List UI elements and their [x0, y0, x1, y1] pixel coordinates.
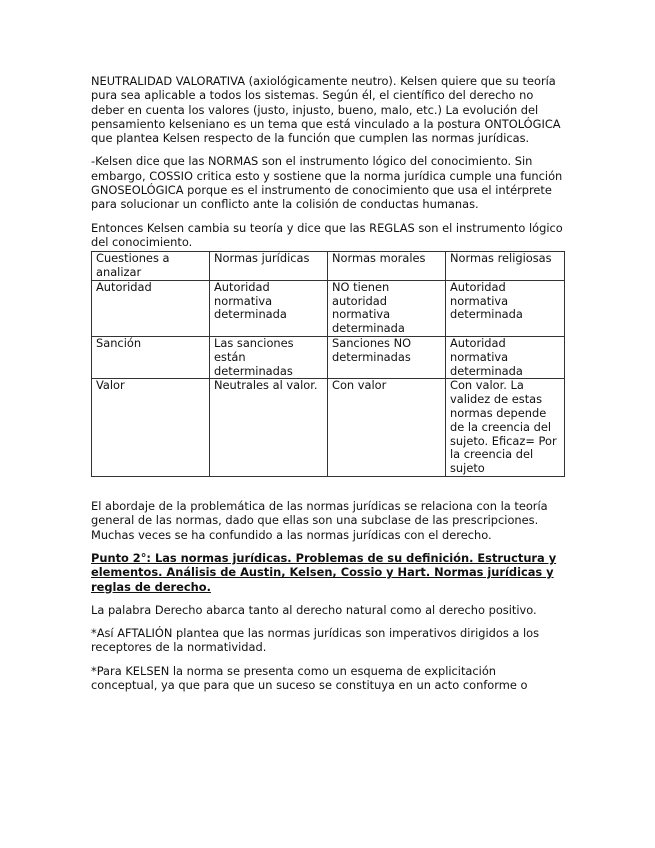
paragraph-normas-cossio: -Kelsen dice que las NORMAS son el instrumento lógico del conocimiento. Sin embargo, COSSIO critica esto y sostiene que la norma jurídica cumple una función GNOSEOLÓGICA porque es el instrumento de conocimiento que usa el intérprete para solucionar un conflicto ante la colisión de conductas humanas. [91, 154, 563, 212]
spacer [91, 477, 566, 499]
paragraph-neutralidad: NEUTRALIDAD VALORATIVA (axiológicamente neutro). Kelsen quiere que su teoría pura sea aplicable a todos los sistemas. Según él, el científico del derecho no deber en cuenta los valores (justo, injusto, bueno, malo, etc.) La evolución del pensamiento kelseniano es un tema que está vinculado a la postura ONTOLÓGICA que plantea Kelsen respecto de la función que cumplen las normas jurídicas. [91, 74, 561, 146]
paragraph-reglas: Entonces Kelsen cambia su teoría y dice que las REGLAS son el instrumento lógico del conocimiento. [91, 220, 563, 249]
table-row [92, 280, 565, 336]
paragraph-kelsen-norma: *Para KELSEN la norma se presenta como un esquema de explicitación conceptual, ya que para que un suceso se constituya en un acto conforme o [91, 663, 528, 692]
table-header-cell: Normas jurídicas [210, 252, 328, 281]
table-cell: Autoridad [92, 280, 210, 336]
paragraph-palabra-derecho: La palabra Derecho abarca tanto al derecho natural como al derecho positivo. [91, 602, 537, 617]
table-cell: Sanciones NO determinadas [328, 337, 446, 379]
section-heading: Punto 2°: Las normas jurídicas. Problemas de su definición. Estructura y elementos. Análisis de Austin, Kelsen, Cossio y Hart. Normas jurídicas y reglas de derecho. [91, 550, 557, 594]
table-header-row [92, 252, 565, 281]
table-cell: NO tienen autoridad normativa determinada [328, 280, 446, 336]
document-page [91, 74, 566, 701]
table-row [92, 337, 565, 379]
table-cell: Valor [92, 379, 210, 477]
table-cell: Neutrales al valor. [210, 379, 328, 477]
table-cell: Autoridad normativa determinada [210, 280, 328, 336]
comparison-table [91, 251, 565, 477]
paragraph-aftalion: *Así AFTALIÓN plantea que las normas jurídicas son imperativos dirigidos a los receptores de la normatividad. [91, 626, 540, 655]
table-header-cell: Normas religiosas [446, 252, 565, 281]
table-cell: Con valor [328, 379, 446, 477]
table-cell: Las sanciones están determinadas [210, 337, 328, 379]
table-cell: Con valor. La validez de estas normas depende de la creencia del sujeto. Eficaz= Por la creencia del sujeto [446, 379, 565, 477]
table-cell: Autoridad normativa determinada [446, 337, 565, 379]
table-cell: Sanción [92, 337, 210, 379]
table-header-cell: Cuestiones a analizar [92, 252, 210, 281]
table-row [92, 379, 565, 477]
paragraph-abordaje: El abordaje de la problemática de las normas jurídicas se relaciona con la teoría general de las normas, dado que ellas son una subclase de las prescripciones. Muchas veces se ha confundido a las normas jurídicas con el derecho. [91, 499, 548, 542]
table-header-cell: Normas morales [328, 252, 446, 281]
table-cell: Autoridad normativa determinada [446, 280, 565, 336]
